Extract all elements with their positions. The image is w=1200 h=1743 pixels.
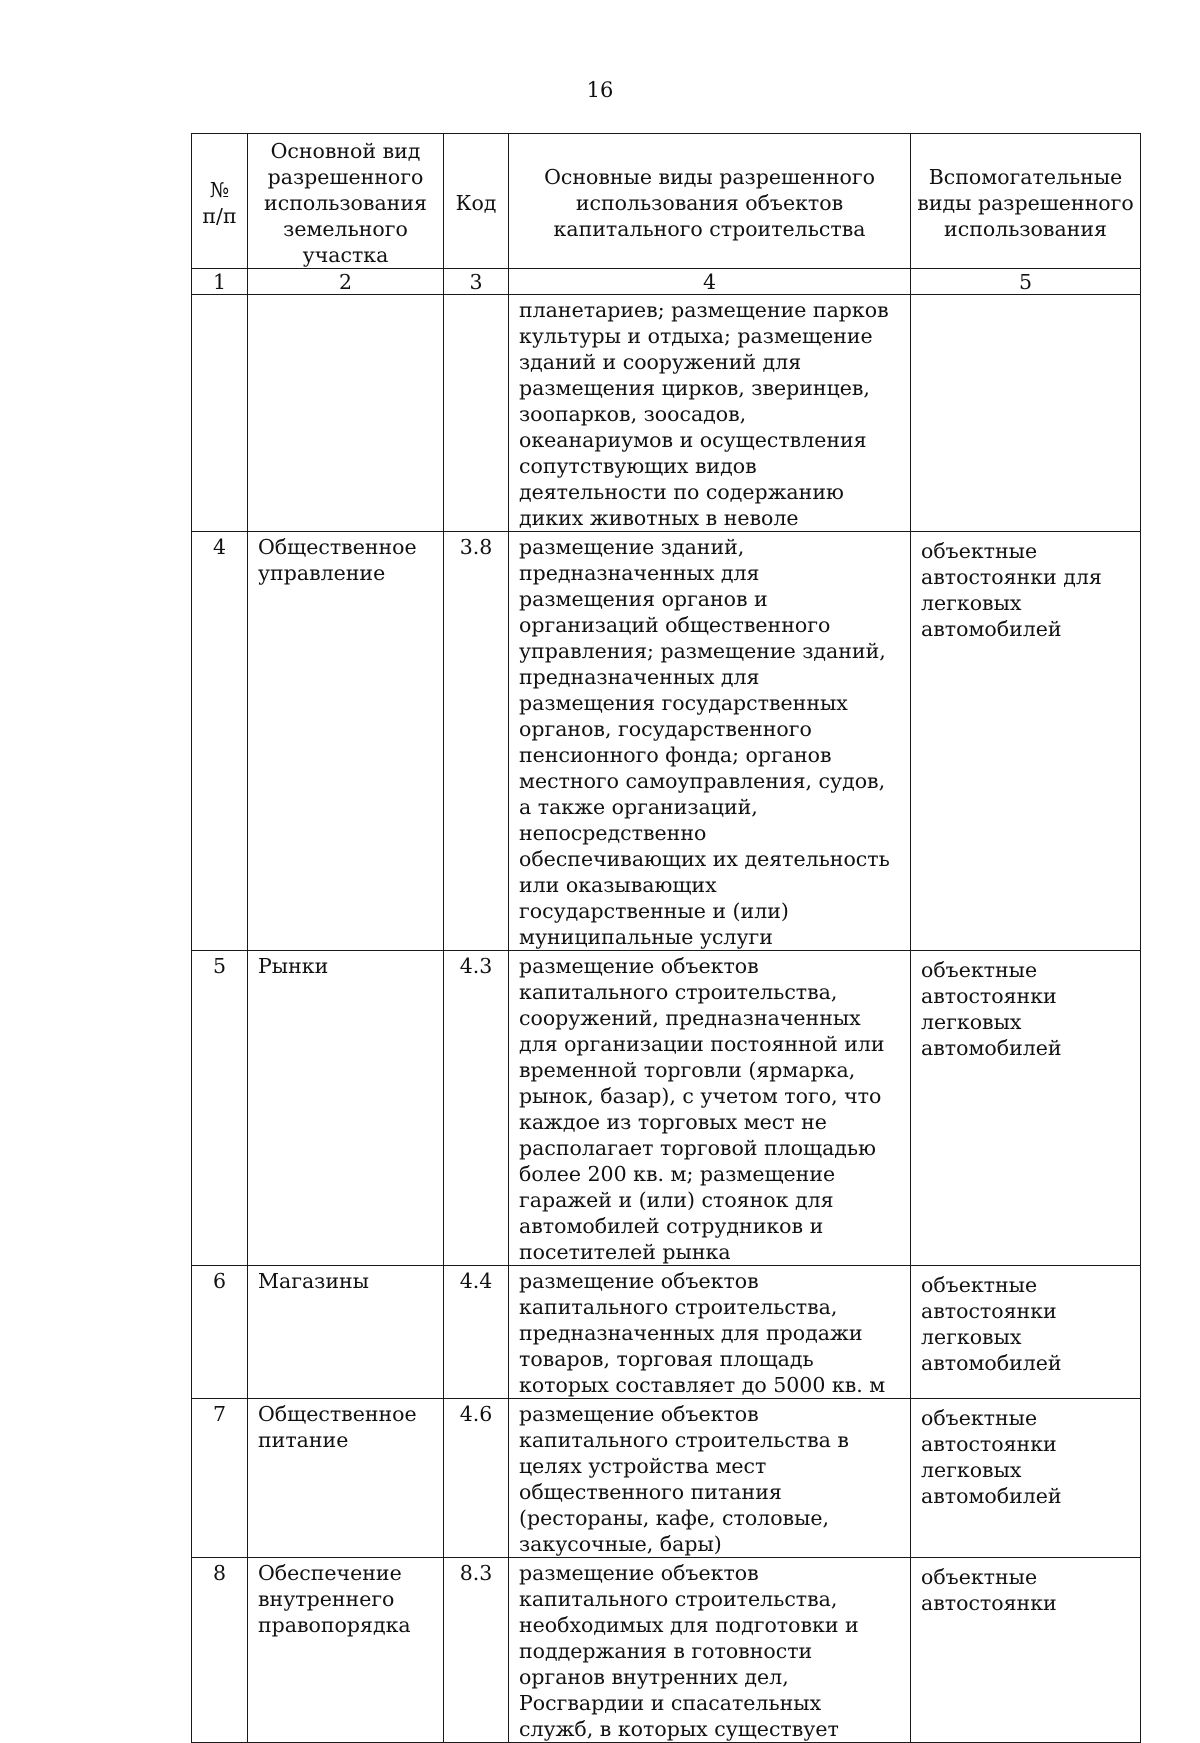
- column-number: 1: [192, 269, 248, 295]
- column-number: 3: [444, 269, 509, 295]
- land-use-name: [248, 295, 444, 532]
- row-number: 4: [192, 532, 248, 951]
- header-auxiliary-uses: Вспомогательные виды разрешенного использования: [911, 134, 1141, 269]
- column-number: 5: [911, 269, 1141, 295]
- table-row: [192, 295, 1141, 532]
- auxiliary-uses-text: объектные автостоянки легковых автомобилей: [911, 951, 1141, 1266]
- auxiliary-uses-text: [911, 295, 1141, 532]
- land-use-code: [444, 295, 509, 532]
- main-uses-text: планетариев; размещение парков культуры и отдыха; размещение зданий и сооружений для размещения цирков, зверинцев, зоопарков, зоосадов, океанариумов и осуществления сопутствующих видов деятельности по содержанию диких животных в неволе: [509, 295, 911, 532]
- auxiliary-uses-text: объектные автостоянки: [911, 1558, 1141, 1743]
- main-uses-text: размещение объектов капитального строительства, сооружений, предназначенных для организации постоянной или временной торговли (ярмарка, рынок, базар), с учетом того, что каждое из торговых мест не располагает торговой площадью более 200 кв. м; размещение гаражей и (или) стоянок для автомобилей сотрудников и посетителей рынка: [509, 951, 911, 1266]
- main-uses-text: размещение объектов капитального строительства, необходимых для подготовки и поддержания в готовности органов внутренних дел, Росгвардии и спасательных служб, в которых существует: [509, 1558, 911, 1743]
- main-uses-text: размещение объектов капитального строительства в целях устройства мест общественного питания (рестораны, кафе, столовые, закусочные, бары): [509, 1399, 911, 1558]
- land-use-table: [191, 133, 1141, 1743]
- land-use-code: 4.4: [444, 1266, 509, 1399]
- table-row: [192, 951, 1141, 1266]
- table-row: [192, 1558, 1141, 1743]
- row-number: 5: [192, 951, 248, 1266]
- land-use-name: Обеспечение внутреннего правопорядка: [248, 1558, 444, 1743]
- main-uses-text: размещение зданий, предназначенных для размещения органов и организаций общественного управления; размещение зданий, предназначенных для размещения государственных органов, государственного пенсионного фонда; органов местного самоуправления, судов, а также организаций, непосредственно обеспечивающих их деятельность или оказывающих государственные и (или) муниципальные услуги: [509, 532, 911, 951]
- land-use-code: 8.3: [444, 1558, 509, 1743]
- row-number: 7: [192, 1399, 248, 1558]
- header-code: Код: [444, 134, 509, 269]
- column-number: 4: [509, 269, 911, 295]
- row-number: 6: [192, 1266, 248, 1399]
- header-number: № п/п: [192, 134, 248, 269]
- auxiliary-uses-text: объектные автостоянки для легковых автомобилей: [911, 532, 1141, 951]
- row-number: 8: [192, 1558, 248, 1743]
- row-number: [192, 295, 248, 532]
- header-land-use-type: Основной вид разрешенного использования земельного участка: [248, 134, 444, 269]
- column-number: 2: [248, 269, 444, 295]
- auxiliary-uses-text: объектные автостоянки легковых автомобилей: [911, 1399, 1141, 1558]
- table-row: [192, 1266, 1141, 1399]
- land-use-code: 3.8: [444, 532, 509, 951]
- main-uses-text: размещение объектов капитального строительства, предназначенных для продажи товаров, торговая площадь которых составляет до 5000 кв. м: [509, 1266, 911, 1399]
- table-row: [192, 532, 1141, 951]
- column-number-row: [192, 269, 1141, 295]
- header-main-uses: Основные виды разрешенного использования объектов капитального строительства: [509, 134, 911, 269]
- land-use-code: 4.6: [444, 1399, 509, 1558]
- land-use-code: 4.3: [444, 951, 509, 1266]
- page-number: 16: [586, 78, 614, 102]
- table-row: [192, 1399, 1141, 1558]
- land-use-name: Общественное питание: [248, 1399, 444, 1558]
- land-use-name: Общественное управление: [248, 532, 444, 951]
- header-row: [192, 134, 1141, 269]
- land-use-name: Рынки: [248, 951, 444, 1266]
- land-use-name: Магазины: [248, 1266, 444, 1399]
- auxiliary-uses-text: объектные автостоянки легковых автомобилей: [911, 1266, 1141, 1399]
